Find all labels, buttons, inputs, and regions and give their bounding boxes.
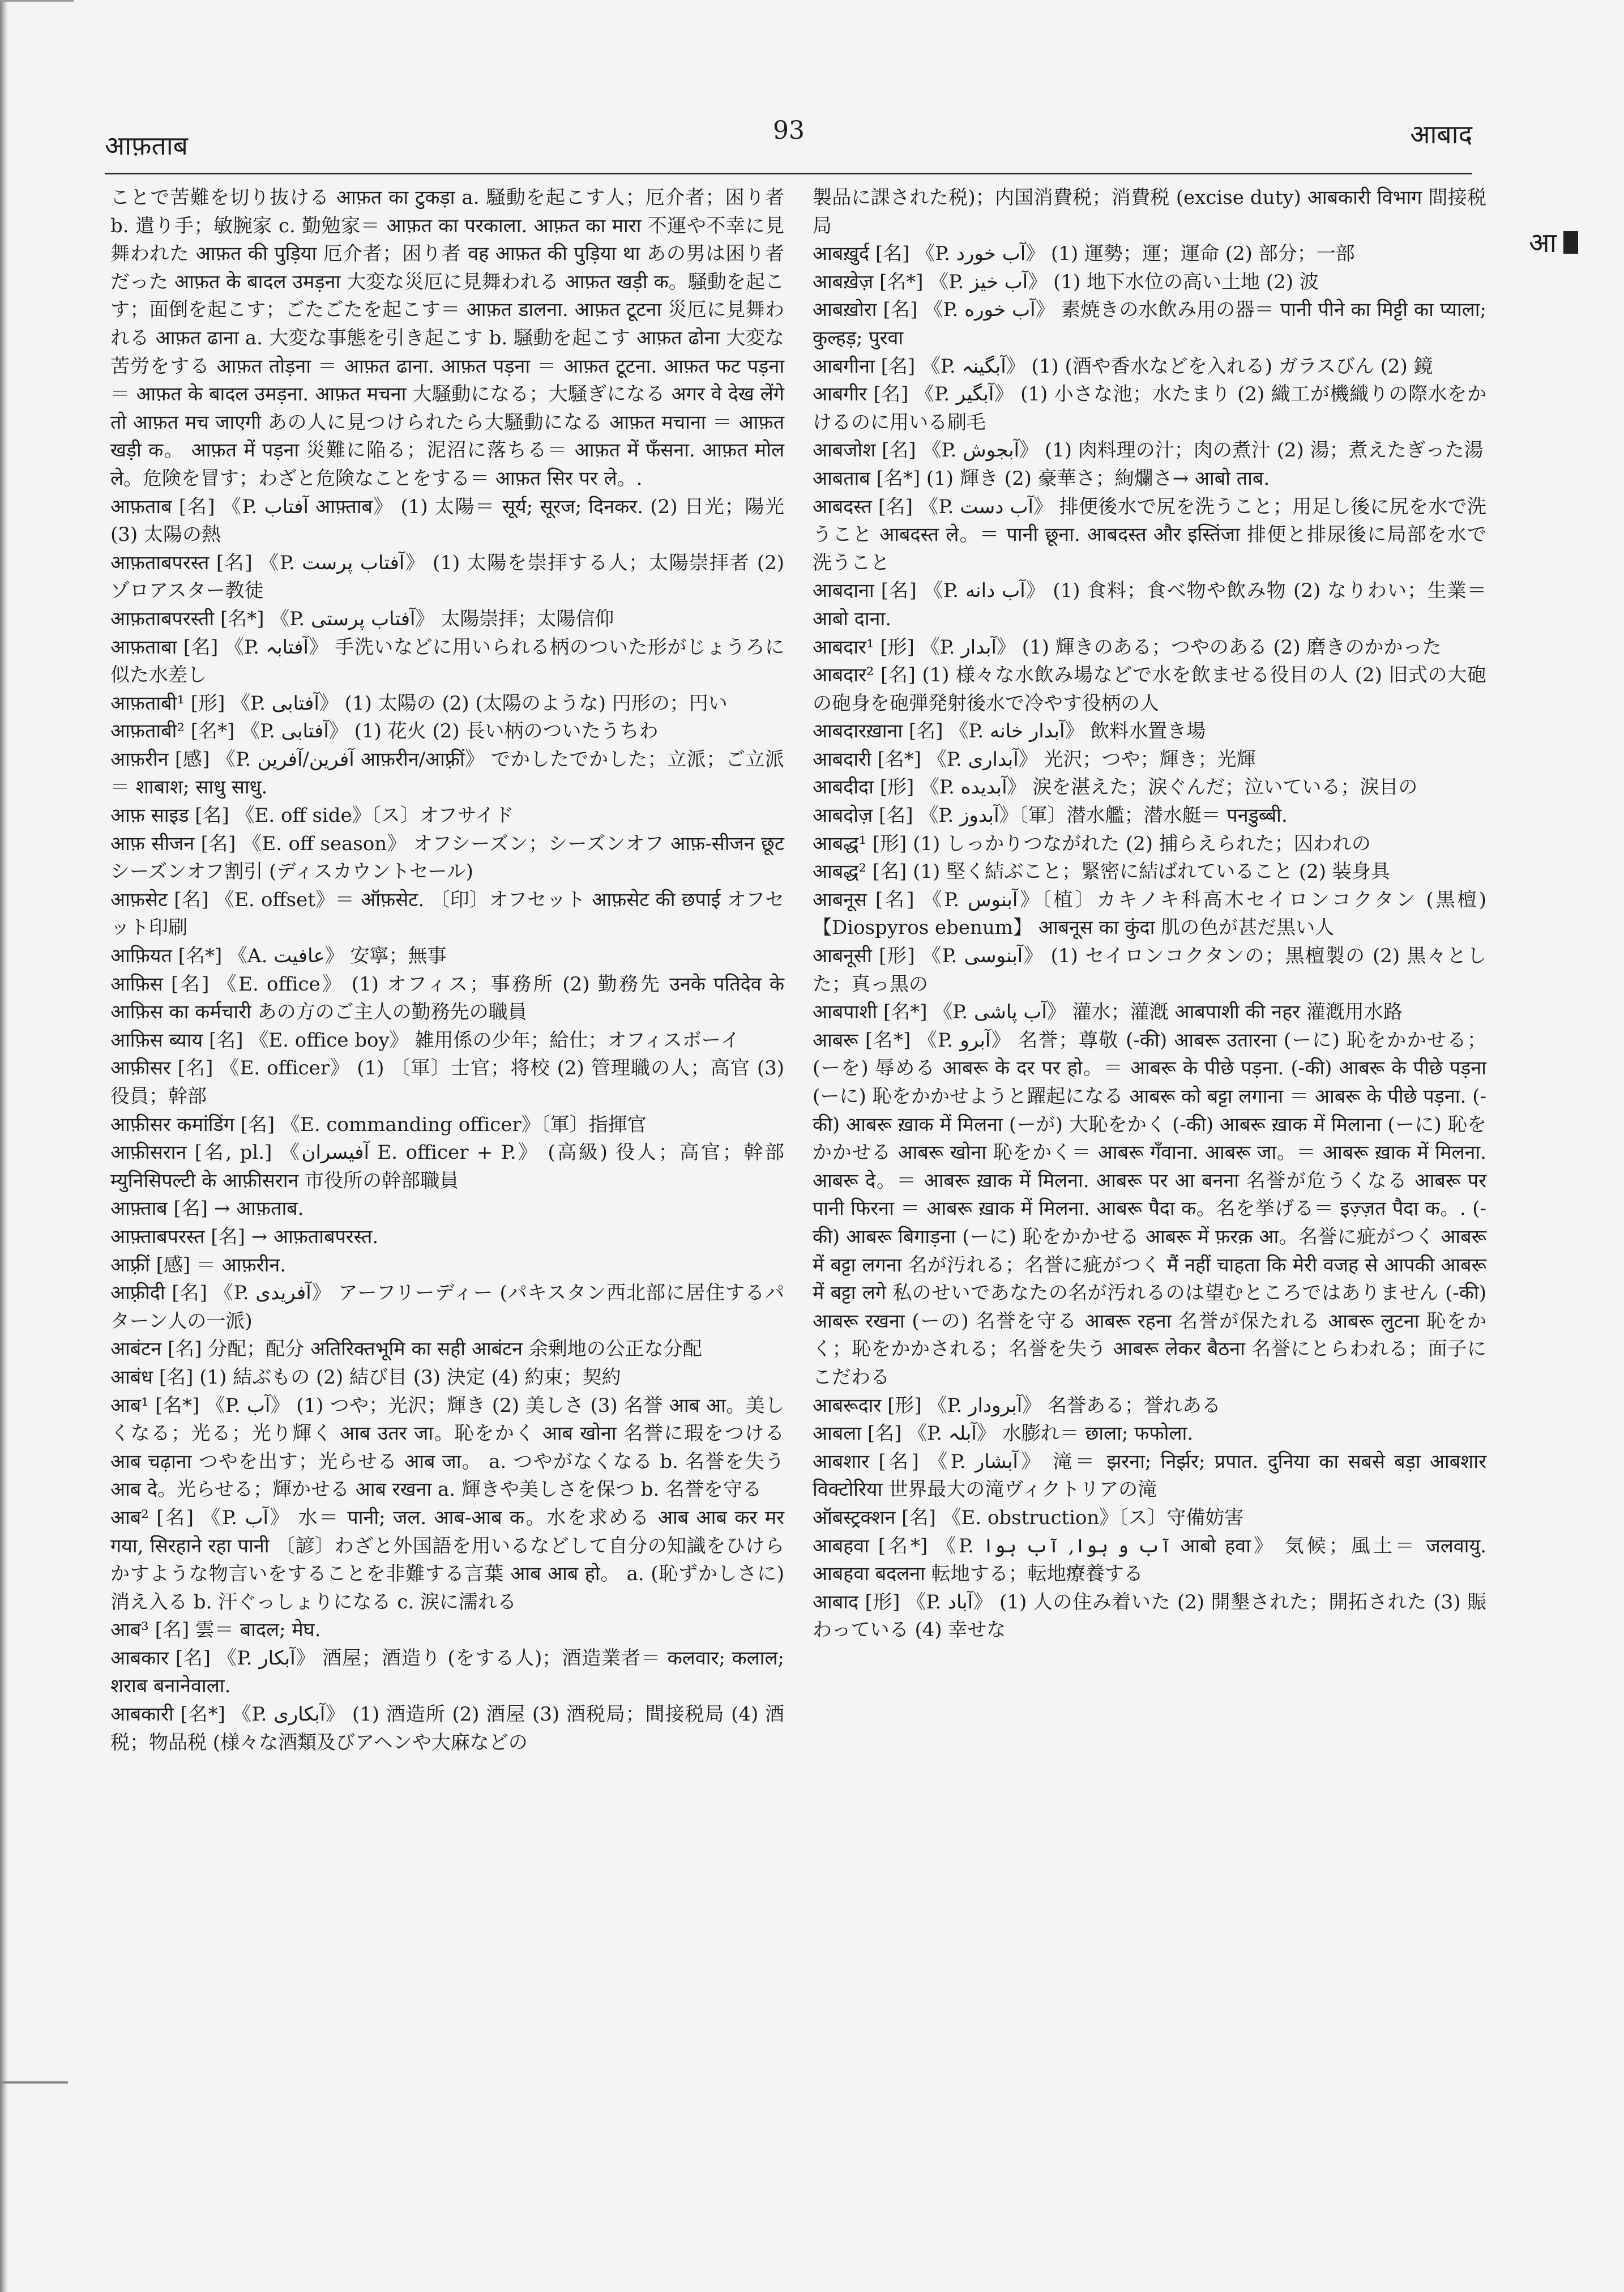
dictionary-entry: आबदार¹ [形] 《P. آبدار》 (1) 輝きのある；つやのある (2) 磨きのかかった: [813, 635, 1442, 659]
dictionary-entry: आबद्ध¹ [形] (1) しっかりつながれた (2) 捕らえられた；囚われの: [813, 832, 1371, 855]
dictionary-entry: आफ़ताबी² [名*] 《P. آفتابی》 (1) 花火 (2) 長い柄のついたうちわ: [110, 720, 659, 743]
dictionary-entry: आफ़ियत [名*] 《A. عافیت》 安寧；無事: [110, 945, 447, 968]
dictionary-entry: आफ़ताबी¹ [形] 《P. آفتابی》 (1) 太陽の (2) (太陽のような) 円形の；円い: [110, 692, 728, 715]
dictionary-entry: आबरू [名*] 《P. آبرو》 名誉；尊敬 (-की) आबरू उतारना (ーに) 恥をかかせる；(ーを) 辱める आबरू के दर पर हो。＝ आबरू के पीछे पड़ना. (-की) आबरू के पीछे पड़ना (ーに) 恥をかかせようと躍起になる आबरू को बट्टा लगाना ＝ आबरू के पीछे पड़ना. (-की) आबरू ख़ाक में मिलना (ーが) 大恥をかく (-की) आबरू ख़ाक में मिलाना (ーに) 恥をかかせる आबरू खोना 恥をかく＝ आबरू गँवाना. आबरू जा。＝ आबरू ख़ाक में मिलना. आबरू दे。＝ आबरू ख़ाक में मिलना. आबरू पर आ बनना 名誉が危うくなる आबरू पर पानी फिरना ＝ आबरू ख़ाक में मिलना. आबरू पैदा क。名を挙げる＝ इज़्ज़त पैदा क。. (-की) आबरू बिगाड़ना (ーに) 恥をかかせる आबरू में फ़रक़ आ。名誉に疵がつく आबरू में बट्टा लगना 名が汚れる；名誉に疵がつく मैं नहीं चाहता कि मेरी वजह से आपकी आबरू में बट्टा लगे 私のせいであなたの名が汚れるのは望むところではありません (-की) आबरू रखना (ーの) 名誉を守る आबरू रहना 名誉が保たれる आबरू लुटना 恥をかく；恥をかかされる；名誉を失う आबरू लेकर बैठना 名誉にとらわれる；面子にこだわる: [813, 1028, 1487, 1389]
margin-mark-top: [0, 0, 74, 2]
dictionary-entry: आफ़ीसर [名] 《E. officer》 (1) 〔軍〕士官；将校 (2) 管理職の人；高官 (3) 役員；幹部: [110, 1057, 784, 1108]
header-last-word: आबाद: [1410, 119, 1472, 150]
dictionary-entry: 製品に課された税)；内国消費税；消費税 (excise duty) आबकारी विभाग 間接税局: [813, 186, 1486, 237]
dictionary-entry: आबदीदा [形] 《P. آبدیده》 涙を湛えた；涙ぐんだ；泣いている；涙目の: [813, 776, 1418, 799]
dictionary-entry: आफ़ साइड [名] 《E. off side》〔ス〕オフサイド: [110, 804, 514, 827]
thumb-index-tab: [1529, 224, 1578, 261]
dictionary-entry: आबजोश [名] 《P. آبجوش》 (1) 肉料理の汁；肉の煮汁 (2) 湯；煮えたぎった湯: [813, 439, 1484, 462]
running-header: [105, 116, 1472, 178]
dictionary-entry: आफ़्रीदी [名] 《P. آفریدی》 アーフリーディー (パキスタン西北部に居住するパターン人の一派): [110, 1282, 784, 1333]
dictionary-entry: आफ़्ताब [名] → आफ़ताब.: [110, 1197, 304, 1220]
dictionary-entry: आबदोज़ [名] 《P. آبدوز》〔軍〕潜水艦；潜水艇＝ पनडुब्बी.: [813, 804, 1288, 827]
dictionary-entry: आफ़िस [名] 《E. office》 (1) オフィス；事務所 (2) 勤務先 उनके पतिदेव के आफ़िस का कर्मचारी あの方のご主人の勤務先の職員: [110, 972, 784, 1024]
dictionary-entry: आबदार² [名] (1) 様々な水飲み場などで水を飲ませる役目の人 (2) 旧式の大砲の砲身を砲弾発射後水で冷やす役柄の人: [813, 664, 1486, 715]
dictionary-entry: आबकारी [名*] 《P. آبکاری》 (1) 酒造所 (2) 酒屋 (3) 酒税局；間接税局 (4) 酒税；物品税 (様々な酒類及びアヘンや大麻などの: [110, 1703, 785, 1754]
dictionary-entry: आबदारख़ाना [名] 《P. آبدار خانه》 飲料水置き場: [813, 720, 1206, 743]
dictionary-entry: ऑबस्ट्रक्शन [名] 《E. obstruction》〔ス〕守備妨害: [813, 1506, 1244, 1529]
dictionary-entry: आबाद [形] 《P. آباد》 (1) 人の住み着いた (2) 開墾された；開拓された (3) 賑わっている (4) 幸せな: [813, 1590, 1486, 1642]
dictionary-entry: आबगीना [名] 《P. آبگینہ》 (1) (酒や香水などを入れる) ガラスびん (2) 鏡: [813, 355, 1433, 378]
dictionary-entry: आफ़ताबपरस्त [名] 《P. آفتاب پرست》 (1) 太陽を崇拝する人；太陽崇拝者 (2) ゾロアスター教徒: [110, 551, 784, 603]
dictionary-entry: आफ़ सीजन [名] 《E. off season》 オフシーズン；シーズンオフ आफ़-सीजन छूट シーズンオフ割引 (ディスカウントセール): [110, 832, 784, 883]
header-rule: [105, 173, 1472, 174]
binding-shadow: [0, 0, 8, 2292]
dictionary-entry: आबंटन [名] 分配；配分 अतिरिक्तभूमि का सही आबंटन 余剰地の公正な分配: [110, 1338, 702, 1361]
dictionary-entry: आबशार [名] 《P. آبشار》 滝＝ झरना; निर्झर; प्रपात. दुनिया का सबसे बड़ा आबशार विक्टोरिया 世界最大の滝ヴィクトリアの滝: [813, 1450, 1486, 1501]
dictionary-entry: आबनूस [名] 《P. آبنوس》〔植〕カキノキ科高木セイロンコクタン (黒檀) 【Diospyros ebenum】 आबनूस का कुंदा 肌の色が甚だ黒い人: [813, 888, 1486, 940]
dictionary-entry: आबताब [名*] (1) 輝き (2) 豪華さ；絢爛さ→ आबो ताब.: [813, 467, 1270, 490]
thumb-index-label: आ: [1529, 227, 1557, 259]
dictionary-entry: आफ़्रीं [感] ＝ आफ़रीन.: [110, 1253, 287, 1277]
dictionary-entry: आबदारी [名*] 《P. آبداری》 光沢；つや；輝き；光輝: [813, 748, 1256, 771]
dictionary-entry: आबकार [名] 《P. آبکار》 酒屋；酒造り (をする人)；酒造業者＝ कलवार; कलाल; शराब बनानेवाला.: [110, 1646, 784, 1698]
dictionary-entry: आबगीर [名] 《P. آبگیر》 (1) 小さな池；水たまり (2) 織工が機織りの際水をかけるのに用いる刷毛: [813, 383, 1486, 434]
dictionary-entry: आबंध [名] (1) 結ぶもの (2) 結び目 (3) 決定 (4) 約束；契約: [110, 1365, 621, 1389]
dictionary-entry: आबख़ुर्द [名] 《P. آب خورد》 (1) 運勢；運；運命 (2) 部分；一部: [813, 242, 1355, 266]
dictionary-entry: आबनूसी [形] 《P. آبنوسی》 (1) セイロンコクタンの；黒檀製の (2) 黒々とした；真っ黒の: [813, 945, 1486, 996]
thumb-index-marker: [1563, 231, 1578, 254]
dictionary-entry: आफ़रीन [感] 《P. آفرین/آفرین आफ़रीन/आफ़्रीं》 でかしたでかした；立派；ご立派＝ शाबाश; साधु साधु.: [110, 748, 784, 799]
dictionary-entry: आफ़ताब [名] 《P. آفتاب आफ़्ताब》 (1) 太陽＝ सूर्य; सूरज; दिनकर. (2) 日光；陽光 (3) 太陽の熱: [110, 495, 785, 547]
dictionary-entry: आफ़सेट [名] 《E. offset》＝ ऑफ़सेट. 〔印〕オフセット आफ़सेट की छपाई オフセット印刷: [110, 888, 784, 940]
page-number: 93: [773, 116, 805, 145]
dictionary-entry: आफ़िस ब्याय [名] 《E. office boy》 雑用係の少年；給仕；オフィスボーイ: [110, 1028, 740, 1052]
dictionary-entry: आबहवा [名*] 《P. آب و ہوا, آب ہوا आबो हवा》 気候；風土＝ जलवायु. आबहवा बदलना 転地する；転地療養する: [813, 1534, 1486, 1586]
dictionary-entry: आफ़्ताबपरस्त [名] → आफ़ताबपरस्त.: [110, 1225, 379, 1248]
dictionary-entry: आबख़ोरा [名] 《P. آب خوره》 素焼きの水飲み用の器＝ पानी पीने का मिट्टी का प्याला; कुल्हड़; पुरवा: [813, 298, 1486, 349]
left-column: [110, 184, 784, 1757]
dictionary-entry: आबला [名] 《P. آبلہ》 水膨れ＝ छाला; फफोला.: [813, 1422, 1194, 1445]
dictionary-entry: आबरूदार [形] 《P. آبرودار》 名誉ある；誉れある: [813, 1394, 1221, 1417]
dictionary-entry: आफ़ीसरान [名, pl.] 《آفیسران E. officer + P.》 (高級) 役人；高官；幹部 म्युनिसिपल्टी के आफ़ीसरान 市役所の幹部職員: [110, 1141, 785, 1192]
right-column: [813, 184, 1486, 1645]
dictionary-entry: आबख़ेज़ [名*] 《P. آب خیز》 (1) 地下水位の高い土地 (2) 波: [813, 270, 1319, 293]
dictionary-entry: आफ़ीसर कमांडिंग [名] 《E. commanding officer》〔軍〕指揮官: [110, 1113, 647, 1136]
dictionary-entry: आबपाशी [名*] 《P. آب پاشی》 灌水；灌漑 आबपाशी की नहर 灌漑用水路: [813, 1001, 1403, 1024]
header-first-word: आफ़ताब: [105, 130, 188, 161]
margin-mark-bottom: [0, 2081, 68, 2084]
dictionary-entry: आबदाना [名] 《P. آب دانه》 (1) 食料；食べ物や飲み物 (2) なりわい；生業＝ आबो दाना.: [813, 579, 1486, 630]
dictionary-entry: आब¹ [名*] 《P. آب》 (1) つや；光沢；輝き (2) 美しさ (3) 名誉 आब आ。美しくなる；光る；光り輝く आब उतर जा。恥をかく आब खोना 名誉に瑕をつける आब चढ़ाना つやを出す；光らせる आब जा。 a. つやがなくなる b. 名誉を失う आब दे。光らせる；輝かせる आब रखना a. 輝きや美しさを保つ b. 名誉を守る: [110, 1394, 784, 1501]
dictionary-entry: आब² [名] 《P. آب》 水＝ पानी; जल. आब-आब क。水を求める आब आब कर मर गया, सिरहाने रहा पानी 〔諺〕わざと外国語を用いるなどして自分の知識をひけらかすような物言いをすることを非難する言葉 आब आब हो。 a. (恥ずかしさに) 消え入る b. 汗ぐっしょりになる c. 涙に濡れる: [110, 1506, 784, 1614]
dictionary-entry: आबद्ध² [名] (1) 堅く結ぶこと；緊密に結ばれていること (2) 装身具: [813, 860, 1390, 883]
dictionary-entry: आबदस्त [名] 《P. آب دست》 排便後水で尻を洗うこと；用足し後に尻を水で洗うこと आबदस्त ले。＝ पानी छूना. आबदस्त और इस्तिंजा 排便と排尿後に局部を水で洗うこと: [813, 495, 1486, 574]
dictionary-entry: ことで苦難を切り抜ける आफ़त का टुकड़ा a. 騒動を起こす人；厄介者；困り者 b. 遣り手；敏腕家 c. 勤勉家＝ आफ़त का परकाला. आफ़त का मारा 不運や不幸に見舞われた आफ़त की पुड़िया 厄介者；困り者 वह आफ़त की पुड़िया था あの男は困り者だった आफ़त के बादल उमड़ना 大変な災厄に見舞われる आफ़त खड़ी क。騒動を起こす；面倒を起こす；ごたごたを起こす＝ आफ़त डालना. आफ़त टूटना 災厄に見舞われる आफ़त ढाना a. 大変な事態を引き起こす b. 騒動を起こす आफ़त ढोना 大変な苦労をする आफ़त तोड़ना ＝ आफ़त ढाना. आफ़त पड़ना ＝ आफ़त टूटना. आफ़त फट पड़ना ＝ आफ़त के बादल उमड़ना. आफ़त मचना 大騒動になる；大騒ぎになる अगर वे देख लेंगे तो आफ़त मच जाएगी あの人に見つけられたら大騒動になる आफ़त मचाना ＝ आफ़त खड़ी क。 आफ़त में पड़ना 災難に陥る；泥沼に落ちる＝ आफ़त में फँसना. आफ़त मोल ले。危険を冒す；わざと危険なことをする＝ आफ़त सिर पर ले。.: [110, 186, 784, 490]
dictionary-entry: आफ़ताबपरस्ती [名*] 《P. آفتاب پرستی》 太陽崇拝；太陽信仰: [110, 607, 614, 630]
dictionary-entry: आब³ [名] 雲＝ बादल; मेघ.: [110, 1619, 321, 1642]
dictionary-entry: आफ़ताबा [名] 《P. آفتابہ》 手洗いなどに用いられる柄のついた形がじょうろに似た水差し: [110, 635, 784, 687]
